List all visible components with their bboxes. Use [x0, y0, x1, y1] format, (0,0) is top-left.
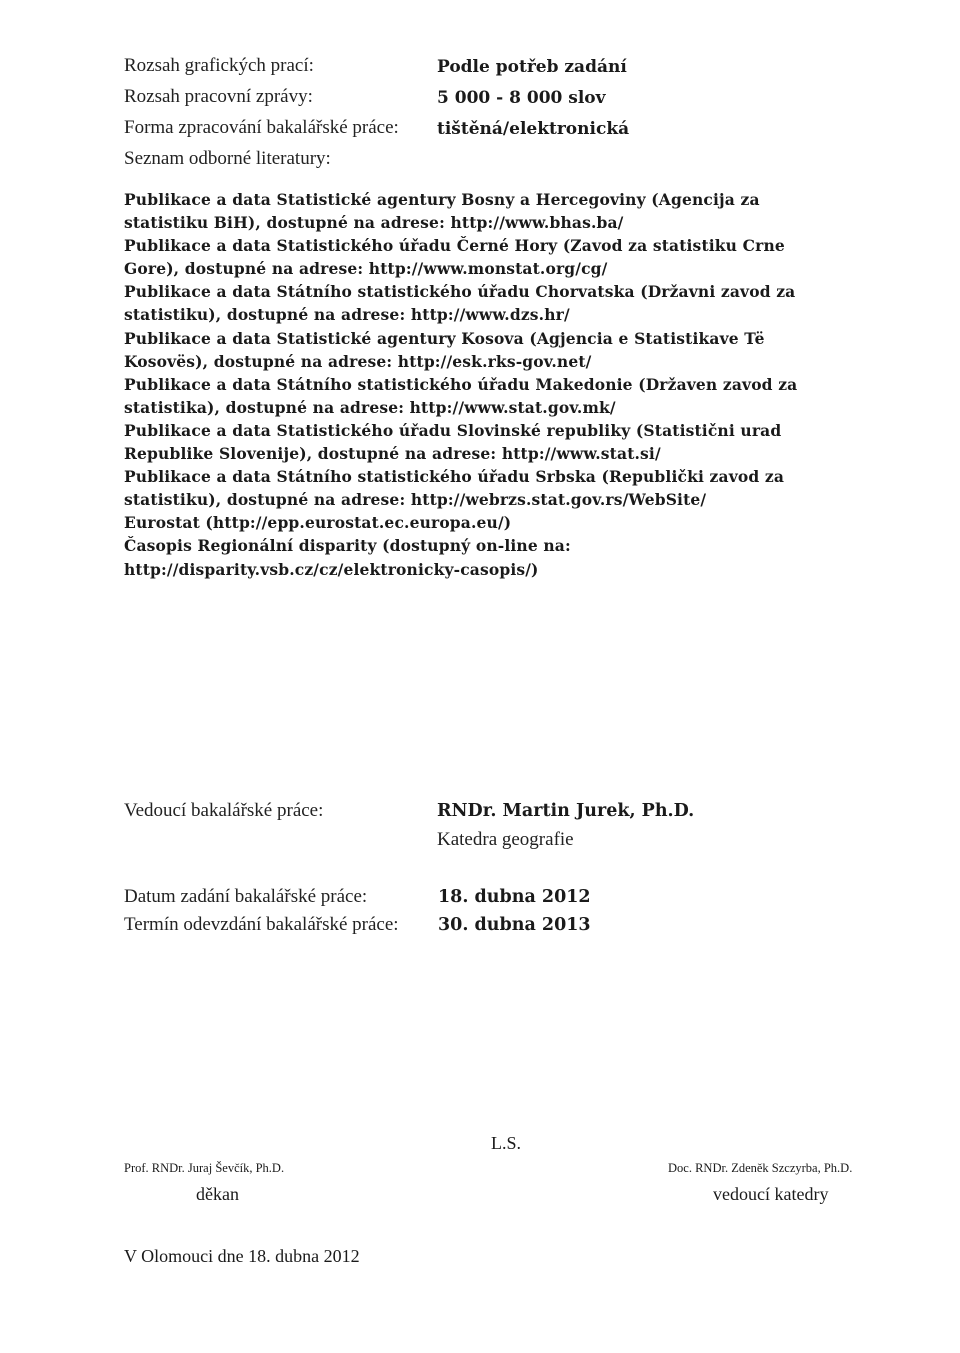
dean-title: děkan	[196, 1184, 239, 1204]
literature-line: Publikace a data Statistické agentury Kosova (Agjencia e Statistikave Të	[124, 328, 765, 348]
place-and-date: V Olomouci dne 18. dubna 2012	[124, 1246, 360, 1266]
literature-line: Kosovës), dostupné na adrese: http://esk.rks-gov.net/	[124, 351, 592, 371]
report-scope-value: 5 000 - 8 000 slov	[437, 88, 606, 108]
literature-line: Eurostat (http://epp.eurostat.ec.europa.eu/)	[124, 513, 512, 533]
graphic-scope-value: Podle potřeb zadání	[437, 57, 627, 77]
literature-line: Časopis Regionální disparity (dostupný on-line na:	[124, 536, 571, 556]
graphic-scope-label: Rozsah grafických prací:	[124, 55, 314, 76]
literature-line: statistika), dostupné na adrese: http://www.stat.gov.mk/	[124, 397, 616, 417]
literature-line: statistiku), dostupné na adrese: http://www.dzs.hr/	[124, 305, 570, 325]
supervisor-department: Katedra geografie	[437, 829, 574, 850]
assignment-date-label: Datum zadání bakalářské práce:	[124, 886, 368, 907]
department-head-title: vedoucí katedry	[713, 1184, 829, 1204]
literature-line: http://disparity.vsb.cz/cz/elektronicky-casopis/)	[124, 559, 539, 579]
deadline-value: 30. dubna 2013	[438, 915, 591, 935]
report-scope-label: Rozsah pracovní zprávy:	[124, 86, 313, 107]
literature-line: Publikace a data Státního statistického úřadu Makedonie (Državen zavod za	[124, 374, 798, 394]
literature-line: Publikace a data Státního statistického úřadu Chorvatska (Državni zavod za	[124, 282, 796, 302]
supervisor-name: RNDr. Martin Jurek, Ph.D.	[437, 801, 695, 821]
seal-mark: L.S.	[491, 1133, 522, 1153]
literature-line: Republike Slovenije), dostupné na adrese: http://www.stat.si/	[124, 444, 661, 464]
literature-line: Publikace a data Statistické agentury Bosny a Hercegoviny (Agencija za	[124, 190, 760, 209]
literature-label: Seznam odborné literatury:	[124, 148, 331, 169]
thesis-form-value: tištěná/elektronická	[437, 119, 630, 139]
assignment-date-value: 18. dubna 2012	[438, 887, 591, 907]
literature-line: statistiku BiH), dostupné na adrese: http://www.bhas.ba/	[124, 213, 624, 233]
literature-line: statistiku), dostupné na adrese: http://webrzs.stat.gov.rs/WebSite/	[124, 490, 707, 510]
literature-line: Publikace a data Statistického úřadu Slovinské republiky (Statistični urad	[124, 420, 782, 440]
literature-list	[124, 188, 844, 581]
thesis-form-label: Forma zpracování bakalářské práce:	[124, 117, 399, 138]
literature-line: Publikace a data Statistického úřadu Černé Hory (Zavod za statistiku Crne	[124, 236, 785, 256]
literature-line: Gore), dostupné na adrese: http://www.monstat.org/cg/	[124, 259, 608, 279]
supervisor-label: Vedoucí bakalářské práce:	[124, 800, 324, 821]
department-head-name: Doc. RNDr. Zdeněk Szczyrba, Ph.D.	[668, 1161, 853, 1175]
deadline-label: Termín odevzdání bakalářské práce:	[124, 914, 399, 935]
dean-name: Prof. RNDr. Juraj Ševčík, Ph.D.	[124, 1161, 285, 1175]
literature-line: Publikace a data Státního statistického úřadu Srbska (Republički zavod za	[124, 467, 785, 487]
